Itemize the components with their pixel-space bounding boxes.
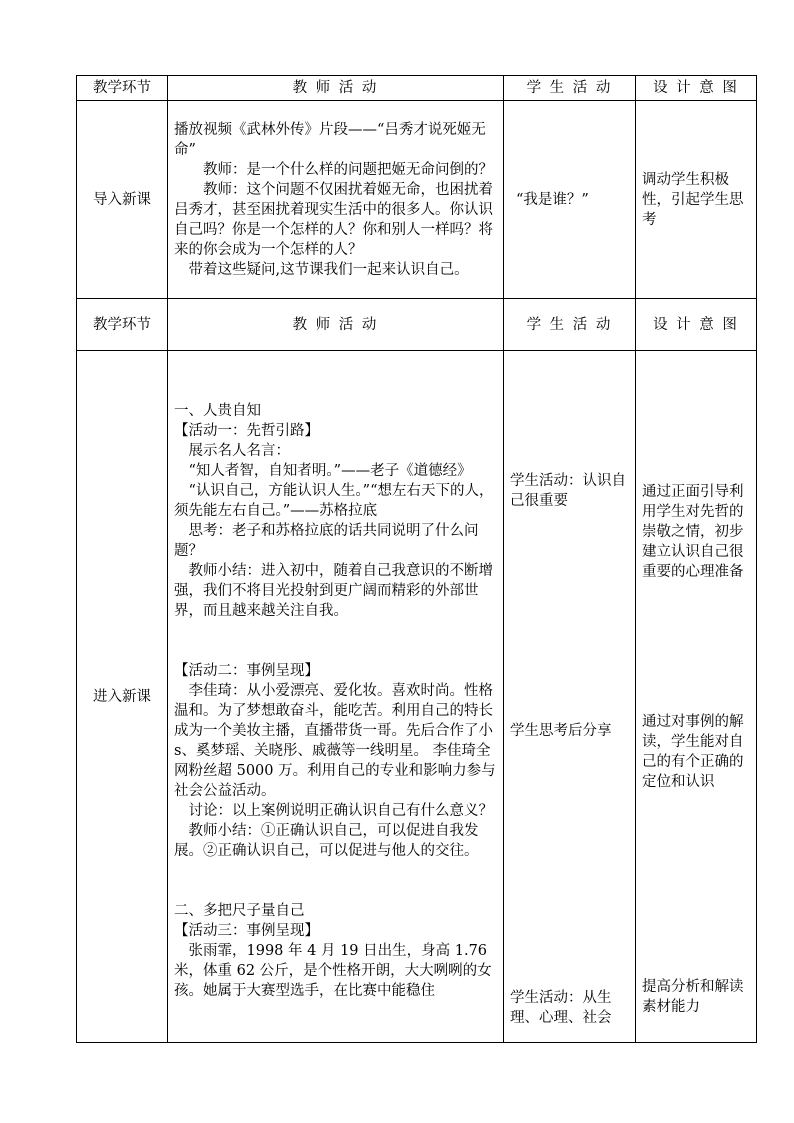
header-student-activity: 学 生 活 动 — [504, 76, 636, 101]
table-header-row-2 — [77, 299, 757, 351]
student-activity-1: 学生活动：认识自己很重要 — [510, 473, 626, 509]
spacer — [174, 861, 497, 901]
section1-line: 教师小结：进入初中，随着自己我意识的不断增强，我们不将目光投射到更广阔而精彩的外部世界，而且越来越关注自我。 — [174, 562, 493, 619]
intro-design-intent: 调动学生积极性，引起学生思考 — [636, 101, 757, 299]
section1-line: 【活动一：先哲引路】 — [174, 422, 319, 439]
intro-student-activity: “我是谁？” — [504, 101, 636, 299]
stage-intro: 导入新课 — [77, 101, 168, 299]
section1-line: “认识自己，方能认识人生。”“想左右天下的人，须先能左右自己。”——苏格拉底 — [174, 482, 494, 519]
spacer — [510, 511, 629, 721]
new-lesson-student-activity — [504, 351, 636, 1043]
student-activity-3: 学生活动：从生理、心理、社会 — [510, 990, 612, 1026]
design-intent-2: 通过对事例的解读，学生能对自己的有个正确的定位和认识 — [642, 714, 744, 790]
table-header-row — [77, 76, 757, 101]
header-stage: 教学环节 — [77, 76, 168, 101]
new-lesson-teacher-activity — [168, 351, 504, 1043]
design-intent-1: 通过正面引导利用学生对先哲的崇敬之情，初步建立认识自己很重要的心理准备 — [642, 484, 744, 580]
spacer — [510, 363, 629, 471]
student-activity-2: 学生思考后分享 — [510, 723, 612, 739]
spacer — [642, 374, 750, 482]
header-stage-2: 教学环节 — [77, 299, 168, 351]
new-lesson-design-intent — [636, 351, 757, 1043]
section3-line: 张雨霏，1998 年 4 月 19 日出生，身高 1.76 米，体重 62 公斤，是个性格开朗，大大咧咧的女孩。她属于大赛型选手，在比赛中能稳住 — [174, 942, 492, 999]
section2-line: 【活动二：事例呈现】 — [174, 662, 319, 679]
section1-line: 思考：老子和苏格拉底的话共同说明了什么问题？ — [174, 522, 479, 559]
section2-line: 李佳琦：从小爱漂亮、爱化妆。喜欢时尚。性格温和。为了梦想敢奋斗，能吃苦。利用自己的特长成为一个美妆主播，直播带货一哥。先后合作了小 s、奚梦瑶、关晓彤、戚薇等一线明星。 李佳琦全网粉丝超 5000 万。利用自己的专业和影响力参与社会公益活动。 — [174, 682, 496, 799]
section1-line: “知人者智，自知者明。”——老子《道德经》 — [174, 462, 472, 479]
intro-line: 带着这些疑问,这节课我们一起来认识自己。 — [174, 261, 469, 278]
lesson-plan-table — [76, 75, 757, 1043]
section1-line: 展示名人名言： — [174, 442, 290, 459]
table-row-intro — [77, 101, 757, 299]
intro-line: 教师：这个问题不仅困扰着姬无命，也困扰着吕秀才，甚至困扰着现实生活中的很多人。你认识自己吗？你是一个怎样的人？你和别人一样吗？将来的你会成为一个怎样的人？ — [174, 181, 493, 258]
intro-line: 教师：是一个什么样的问题把姬无命问倒的？ — [174, 161, 493, 178]
design-intent-3: 提高分析和解读素材能力 — [642, 979, 744, 1015]
section1-line: 一、人贵自知 — [174, 402, 261, 419]
section3-line: 二、多把尺子量自己 — [174, 902, 305, 919]
intro-line: 播放视频《武林外传》片段——“吕秀才说死姬无命” — [174, 121, 486, 158]
section2-line: 讨论：以上案例说明正确认识自己有什么意义？ — [174, 802, 493, 819]
header-design-intent: 设 计 意 图 — [636, 76, 757, 101]
spacer — [642, 582, 750, 712]
spacer — [174, 621, 497, 661]
intro-teacher-activity — [168, 101, 504, 299]
spacer — [642, 792, 750, 977]
section2-line: 教师小结：①正确认识自己，可以促进自我发展。②正确认识自己，可以促进与他人的交往。 — [174, 822, 479, 859]
header-teacher-activity-2: 教 师 活 动 — [168, 299, 504, 351]
header-teacher-activity: 教 师 活 动 — [168, 76, 504, 101]
header-student-activity-2: 学 生 活 动 — [504, 299, 636, 351]
header-design-intent-2: 设 计 意 图 — [636, 299, 757, 351]
stage-new-lesson: 进入新课 — [77, 351, 168, 1043]
spacer — [510, 741, 629, 988]
table-row-new-lesson — [77, 351, 757, 1043]
section3-line: 【活动三：事例呈现】 — [174, 922, 319, 939]
